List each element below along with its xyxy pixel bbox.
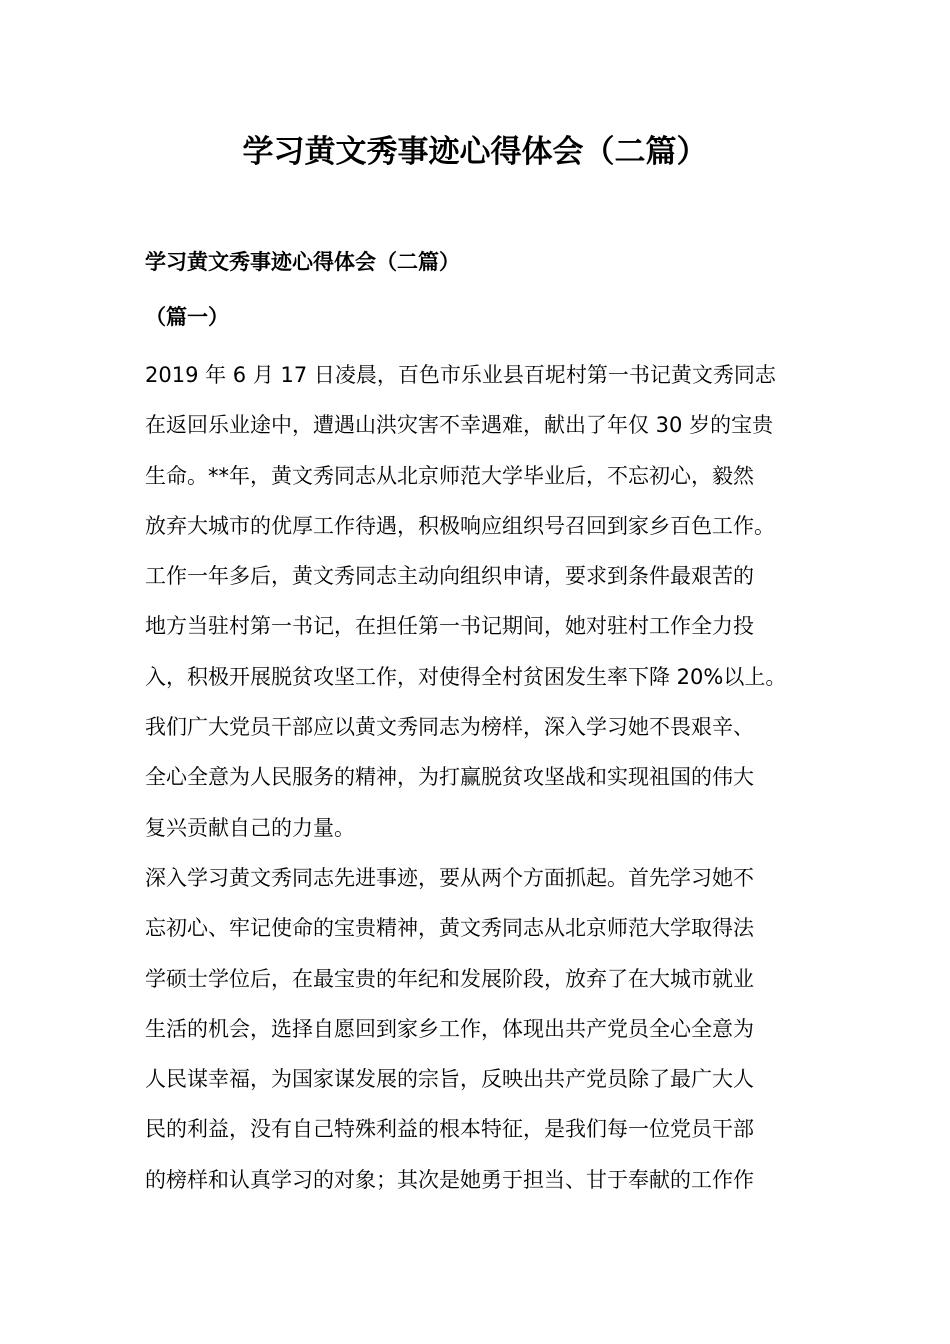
paragraph-line: 入，积极开展脱贫攻坚工作，对使得全村贫困发生率下降 20%以上。 xyxy=(145,664,787,689)
paragraph-line: 生命。**年，黄文秀同志从北京师范大学毕业后，不忘初心，毅然 xyxy=(145,463,754,488)
document-subtitle: 学习黄文秀事迹心得体会（二篇） xyxy=(145,250,460,274)
paragraph xyxy=(145,350,820,853)
paragraph-line: 人民谋幸福，为国家谋发展的宗旨，反映出共产党员除了最广大人 xyxy=(145,1067,754,1092)
document-title: 学习黄文秀事迹心得体会（二篇） xyxy=(242,134,708,170)
section-label: （篇一） xyxy=(145,305,229,329)
paragraph-line: 工作一年多后，黄文秀同志主动向组织申请，要求到条件最艰苦的 xyxy=(145,564,754,589)
paragraph-line: 全心全意为人民服务的精神，为打赢脱贫攻坚战和实现祖国的伟大 xyxy=(145,765,754,790)
paragraph xyxy=(145,853,820,1205)
paragraph-line: 深入学习黄文秀同志先进事迹，要从两个方面抓起。首先学习她不 xyxy=(145,866,754,890)
paragraph-line: 学硕士学位后，在最宝贵的年纪和发展阶段，放弃了在大城市就业 xyxy=(145,966,754,991)
paragraph-line: 的榜样和认真学习的对象；其次是她勇于担当、甘于奉献的工作作 xyxy=(145,1167,754,1192)
paragraph-line: 我们广大党员干部应以黄文秀同志为榜样，深入学习她不畏艰辛、 xyxy=(145,715,754,740)
paragraph-line: 2019 年 6 月 17 日凌晨，百色市乐业县百坭村第一书记黄文秀同志 xyxy=(145,363,776,387)
paragraph-line: 复兴贡献自己的力量。 xyxy=(145,815,355,840)
paragraph-line: 民的利益，没有自己特殊利益的根本特征，是我们每一位党员干部 xyxy=(145,1117,754,1142)
paragraph-line: 生活的机会，选择自愿回到家乡工作，体现出共产党员全心全意为 xyxy=(145,1016,754,1041)
paragraph-line: 忘初心、牢记使命的宝贵精神，黄文秀同志从北京师范大学取得法 xyxy=(145,916,754,941)
paragraph-line: 放弃大城市的优厚工作待遇，积极响应组织号召回到家乡百色工作。 xyxy=(145,513,775,538)
paragraph-line: 地方当驻村第一书记，在担任第一书记期间，她对驻村工作全力投 xyxy=(145,614,754,639)
paragraph-line: 在返回乐业途中，遭遇山洪灾害不幸遇难，献出了年仅 30 岁的宝贵 xyxy=(145,413,774,438)
